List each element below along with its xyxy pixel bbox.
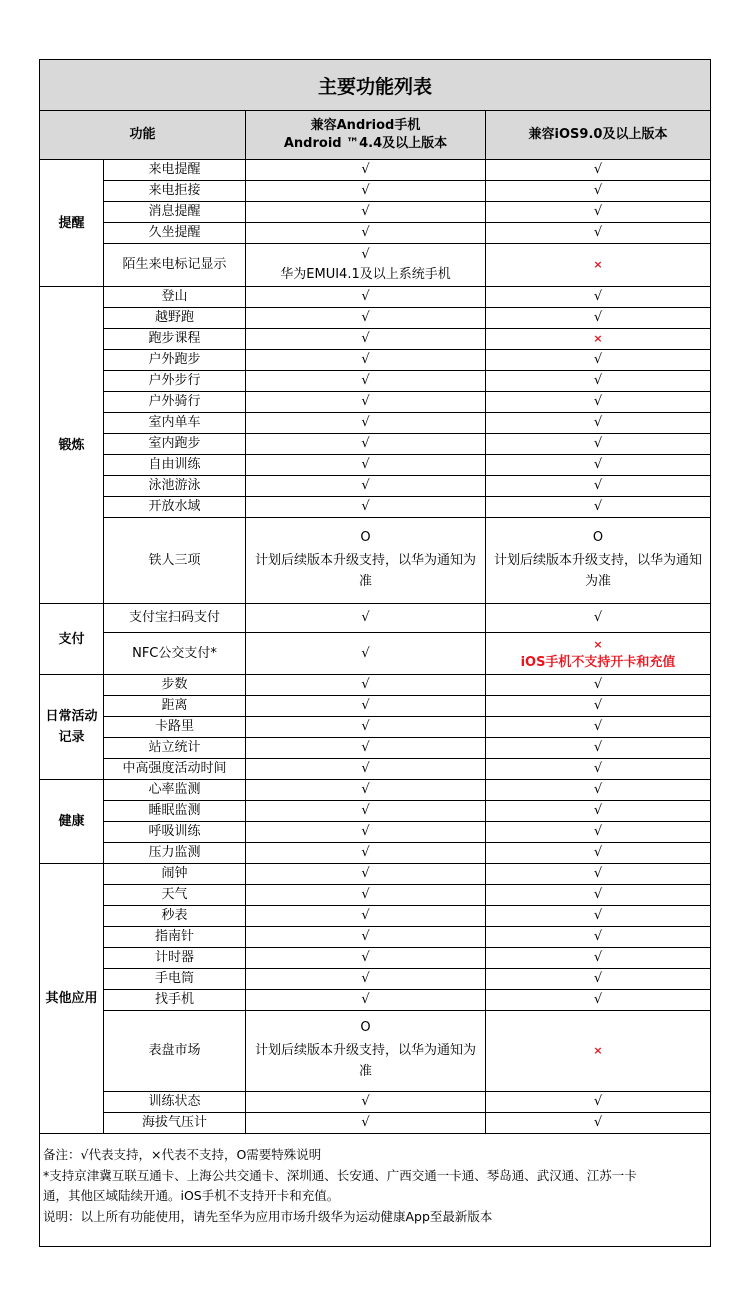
ios-support-cell — [486, 948, 710, 969]
category-cell — [40, 864, 104, 1134]
android-support-cell — [246, 371, 486, 392]
ios-support-cell — [486, 822, 710, 843]
android-support-cell — [246, 801, 486, 822]
android-support-cell — [246, 392, 486, 413]
android-support-cell — [246, 223, 486, 244]
android-support-mark: √ — [361, 162, 370, 177]
ios-support-mark: × — [593, 332, 603, 345]
feature-name: 步数 — [161, 677, 188, 692]
android-support-cell — [246, 738, 486, 759]
android-support-cell — [246, 864, 486, 885]
android-support-cell — [246, 696, 486, 717]
feature-name: 训练状态 — [148, 1094, 201, 1109]
android-support-mark: √ — [361, 394, 370, 409]
feature-name: 户外步行 — [148, 373, 201, 388]
feature-name-cell — [104, 329, 246, 350]
android-support-mark: √ — [361, 719, 370, 734]
feature-name: 压力监测 — [148, 845, 201, 860]
ios-support-cell — [486, 392, 710, 413]
ios-support-cell — [486, 864, 710, 885]
feature-name: 手电筒 — [154, 971, 194, 986]
ios-support-cell — [486, 434, 710, 455]
android-support-cell — [246, 969, 486, 990]
header-android — [246, 111, 486, 160]
ios-support-cell — [486, 1011, 710, 1092]
feature-name: 心率监测 — [148, 782, 201, 797]
android-support-cell — [246, 906, 486, 927]
android-support-cell — [246, 759, 486, 780]
android-support-cell — [246, 287, 486, 308]
feature-name-cell — [104, 633, 246, 675]
ios-support-mark: √ — [593, 908, 603, 923]
feature-name: 久坐提醒 — [148, 225, 201, 240]
header-android-line2: Android ™4.4及以上版本 — [283, 136, 448, 151]
android-support-mark: √ — [361, 761, 370, 776]
feature-name: 泳池游泳 — [148, 478, 201, 493]
feature-name-cell — [104, 455, 246, 476]
feature-name-cell — [104, 1092, 246, 1113]
ios-support-cell — [486, 223, 710, 244]
category-cell — [40, 287, 104, 604]
ios-support-mark: √ — [593, 824, 603, 839]
feature-name: 计时器 — [154, 950, 194, 965]
ios-support-mark: √ — [593, 950, 603, 965]
ios-support-cell — [486, 906, 710, 927]
android-support-note: 华为EMUI4.1及以上系统手机 — [280, 267, 451, 282]
category-label: 其他应用 — [45, 991, 98, 1006]
ios-support-cell — [486, 476, 710, 497]
category-label: 支付 — [58, 631, 85, 647]
feature-name: 睡眠监测 — [148, 803, 201, 818]
feature-name: NFC公交支付* — [132, 645, 217, 661]
feature-name: 中高强度活动时间 — [122, 761, 227, 776]
android-support-mark: √ — [361, 415, 370, 430]
android-support-cell — [246, 1092, 486, 1113]
ios-support-mark: √ — [593, 1115, 603, 1130]
ios-support-cell — [486, 885, 710, 906]
android-support-cell — [246, 990, 486, 1011]
ios-support-cell — [486, 371, 710, 392]
feature-name-cell — [104, 738, 246, 759]
ios-support-cell — [486, 738, 710, 759]
header-ios-label: 兼容iOS9.0及以上版本 — [528, 127, 668, 142]
android-support-cell — [246, 308, 486, 329]
android-support-cell — [246, 350, 486, 371]
android-support-cell — [246, 1011, 486, 1092]
ios-support-mark: √ — [593, 352, 603, 367]
android-support-mark: √ — [361, 645, 370, 661]
ios-support-mark: √ — [593, 992, 603, 1007]
feature-name-cell — [104, 287, 246, 308]
ios-support-mark: √ — [593, 289, 603, 304]
ios-support-mark: √ — [593, 204, 603, 219]
android-support-mark: √ — [361, 310, 370, 325]
android-support-cell — [246, 717, 486, 738]
ios-support-cell — [486, 759, 710, 780]
android-support-cell — [246, 633, 486, 675]
category-cell — [40, 780, 104, 864]
ios-support-cell — [486, 497, 710, 518]
ios-support-note: iOS手机不支持开卡和充值 — [520, 654, 676, 670]
feature-name-cell — [104, 801, 246, 822]
android-support-note: 计划后续版本升级支持，以华为通知为 — [254, 1043, 476, 1058]
ios-support-note-cont: 为准 — [584, 573, 611, 589]
android-support-mark: √ — [361, 373, 370, 388]
feature-name-cell — [104, 350, 246, 371]
feature-table — [39, 59, 711, 1247]
feature-name-cell — [104, 160, 246, 181]
note-legend: 备注：√代表支持，×代表不支持，O需要特殊说明 — [43, 1147, 322, 1162]
feature-name: 开放水域 — [148, 499, 201, 514]
feature-name-cell — [104, 843, 246, 864]
ios-support-mark: √ — [593, 971, 603, 986]
ios-support-mark: √ — [593, 929, 603, 944]
feature-name-cell — [104, 675, 246, 696]
feature-name-cell — [104, 990, 246, 1011]
android-support-mark: O — [360, 1020, 371, 1035]
feature-name: 闹钟 — [161, 866, 188, 881]
ios-support-mark: × — [593, 258, 603, 271]
feature-name-cell — [104, 223, 246, 244]
feature-name: 跑步课程 — [148, 331, 201, 346]
feature-name-cell — [104, 1113, 246, 1134]
android-support-mark: √ — [361, 908, 370, 923]
feature-name: 来电提醒 — [148, 162, 201, 177]
feature-name: 站立统计 — [148, 740, 201, 755]
feature-name-cell — [104, 392, 246, 413]
ios-support-cell — [486, 160, 710, 181]
ios-support-mark: √ — [593, 1094, 603, 1109]
ios-support-mark: × — [593, 637, 603, 651]
ios-support-cell — [486, 717, 710, 738]
ios-support-mark: √ — [593, 415, 603, 430]
feature-name-cell — [104, 927, 246, 948]
ios-support-cell — [486, 181, 710, 202]
ios-support-cell — [486, 927, 710, 948]
ios-support-mark: √ — [593, 457, 603, 472]
feature-name: 指南针 — [154, 929, 194, 944]
ios-support-cell — [486, 287, 710, 308]
feature-name: 找手机 — [154, 992, 194, 1007]
feature-name: 自由训练 — [148, 457, 201, 472]
feature-name: 支付宝扫码支付 — [128, 610, 220, 625]
android-support-mark: √ — [361, 803, 370, 818]
feature-name-cell — [104, 1011, 246, 1092]
android-support-mark: √ — [361, 1115, 370, 1130]
android-support-mark: √ — [361, 204, 370, 219]
android-support-cell — [246, 604, 486, 633]
ios-support-cell — [486, 1113, 710, 1134]
android-support-mark: √ — [361, 331, 370, 346]
android-support-note: 计划后续版本升级支持，以华为通知为 — [254, 552, 476, 568]
ios-support-mark: √ — [593, 719, 603, 734]
category-label-line1: 日常活动 — [45, 709, 98, 724]
ios-support-mark: √ — [593, 499, 603, 514]
category-cell — [40, 160, 104, 287]
feature-name: 陌生来电标记显示 — [122, 257, 227, 272]
feature-name-cell — [104, 885, 246, 906]
ios-support-mark: √ — [593, 887, 603, 902]
android-support-mark: √ — [361, 971, 370, 986]
android-support-mark: √ — [361, 225, 370, 240]
category-label: 锻炼 — [58, 437, 85, 453]
header-android-line1: 兼容Andriod手机 — [310, 118, 421, 133]
header-ios — [486, 111, 710, 160]
android-support-cell — [246, 843, 486, 864]
header-feature-label: 功能 — [129, 127, 156, 142]
feature-name: 户外跑步 — [148, 352, 201, 367]
feature-name: 海拔气压计 — [141, 1115, 207, 1130]
android-support-cell — [246, 202, 486, 223]
android-support-mark: √ — [361, 740, 370, 755]
android-support-mark: √ — [361, 247, 370, 262]
feature-name: 越野跑 — [154, 310, 194, 325]
ios-support-cell — [486, 696, 710, 717]
feature-name-cell — [104, 497, 246, 518]
ios-support-cell — [486, 843, 710, 864]
ios-support-mark: √ — [593, 373, 603, 388]
android-support-mark: √ — [361, 183, 370, 198]
feature-name: 秒表 — [161, 908, 188, 923]
ios-support-cell — [486, 969, 710, 990]
ios-support-mark: √ — [593, 478, 603, 493]
ios-support-mark: √ — [593, 845, 603, 860]
feature-name: 呼吸训练 — [148, 824, 201, 839]
ios-support-mark: √ — [593, 782, 603, 797]
android-support-mark: √ — [361, 610, 370, 625]
ios-support-cell — [486, 675, 710, 696]
ios-support-mark: √ — [593, 225, 603, 240]
ios-support-cell — [486, 455, 710, 476]
feature-name-cell — [104, 244, 246, 287]
android-support-cell — [246, 413, 486, 434]
feature-name: 天气 — [161, 887, 188, 902]
feature-name: 铁人三项 — [148, 552, 201, 568]
notes — [40, 1127, 710, 1246]
ios-support-cell — [486, 413, 710, 434]
ios-support-cell — [486, 308, 710, 329]
feature-name: 表盘市场 — [148, 1043, 201, 1058]
feature-name-cell — [104, 969, 246, 990]
android-support-cell — [246, 780, 486, 801]
android-support-mark: √ — [361, 457, 370, 472]
feature-name-cell — [104, 518, 246, 604]
feature-name-cell — [104, 308, 246, 329]
feature-name-cell — [104, 822, 246, 843]
android-support-mark: √ — [361, 824, 370, 839]
android-support-cell — [246, 675, 486, 696]
ios-support-mark: √ — [593, 436, 603, 451]
ios-support-mark: √ — [593, 761, 603, 776]
android-support-cell — [246, 927, 486, 948]
android-support-mark: √ — [361, 782, 370, 797]
android-support-mark: √ — [361, 887, 370, 902]
ios-support-cell — [486, 244, 710, 287]
android-support-cell — [246, 329, 486, 350]
android-support-cell — [246, 1113, 486, 1134]
note-nfc-cards-cont: 通，其他区域陆续开通。iOS手机不支持开卡和充值。 — [43, 1188, 340, 1203]
ios-support-cell — [486, 604, 710, 633]
feature-name-cell — [104, 604, 246, 633]
category-label-line2: 记录 — [58, 730, 85, 745]
category-label: 健康 — [58, 814, 85, 829]
ios-support-cell — [486, 350, 710, 371]
ios-support-cell — [486, 633, 710, 675]
ios-support-mark: √ — [593, 803, 603, 818]
feature-name-cell — [104, 864, 246, 885]
android-support-mark: √ — [361, 499, 370, 514]
android-support-mark: √ — [361, 1094, 370, 1109]
ios-support-mark: √ — [593, 866, 603, 881]
android-support-mark: √ — [361, 929, 370, 944]
android-support-cell — [246, 518, 486, 604]
feature-name: 消息提醒 — [148, 204, 201, 219]
android-support-cell — [246, 181, 486, 202]
android-support-mark: O — [360, 529, 371, 545]
table-title: 主要功能列表 — [40, 60, 710, 111]
ios-support-mark: √ — [593, 310, 603, 325]
feature-name-cell — [104, 434, 246, 455]
note-usage: 说明：以上所有功能使用，请先至华为应用市场升级华为运动健康App至最新版本 — [43, 1208, 493, 1224]
feature-name-cell — [104, 202, 246, 223]
feature-name: 距离 — [161, 698, 188, 713]
ios-support-mark: √ — [593, 698, 603, 713]
feature-name-cell — [104, 717, 246, 738]
android-support-mark: √ — [361, 677, 370, 692]
category-cell — [40, 675, 104, 780]
ios-support-mark: √ — [593, 394, 603, 409]
feature-name-cell — [104, 906, 246, 927]
android-support-cell — [246, 885, 486, 906]
feature-name-cell — [104, 780, 246, 801]
feature-name-cell — [104, 371, 246, 392]
category-label: 提醒 — [58, 215, 85, 231]
android-support-cell — [246, 822, 486, 843]
ios-support-cell — [486, 329, 710, 350]
android-support-mark: √ — [361, 992, 370, 1007]
ios-support-note: 计划后续版本升级支持，以华为通知 — [493, 552, 702, 568]
ios-support-mark: × — [593, 1044, 603, 1057]
android-support-cell — [246, 948, 486, 969]
ios-support-mark: √ — [593, 610, 603, 625]
feature-name-cell — [104, 413, 246, 434]
feature-name: 卡路里 — [154, 719, 194, 734]
ios-support-mark: O — [592, 529, 604, 545]
android-support-cell — [246, 497, 486, 518]
feature-name: 登山 — [161, 289, 188, 304]
ios-support-cell — [486, 202, 710, 223]
android-support-mark: √ — [361, 436, 370, 451]
feature-name: 室内单车 — [148, 415, 201, 430]
android-support-mark: √ — [361, 478, 370, 493]
android-support-mark: √ — [361, 289, 370, 304]
android-support-mark: √ — [361, 845, 370, 860]
android-support-note-cont: 准 — [358, 1064, 372, 1079]
android-support-cell — [246, 160, 486, 181]
note-nfc-cards: *支持京津冀互联互通卡、上海公共交通卡、深圳通、长安通、广西交通一卡通、琴岛通、武汉通、江苏一卡 — [43, 1167, 637, 1183]
ios-support-mark: √ — [593, 740, 603, 755]
feature-name-cell — [104, 948, 246, 969]
ios-support-cell — [486, 1092, 710, 1113]
android-support-note-cont: 准 — [358, 573, 372, 589]
android-support-cell — [246, 434, 486, 455]
category-cell — [40, 604, 104, 675]
feature-name: 户外骑行 — [148, 394, 201, 409]
android-support-mark: √ — [361, 698, 370, 713]
android-support-cell — [246, 476, 486, 497]
feature-name-cell — [104, 181, 246, 202]
ios-support-cell — [486, 780, 710, 801]
ios-support-cell — [486, 990, 710, 1011]
header-feature — [40, 111, 246, 160]
feature-name: 室内跑步 — [148, 436, 201, 451]
feature-name-cell — [104, 759, 246, 780]
android-support-mark: √ — [361, 352, 370, 367]
ios-support-mark: √ — [593, 162, 603, 177]
android-support-mark: √ — [361, 866, 370, 881]
feature-name: 来电拒接 — [148, 183, 201, 198]
feature-name-cell — [104, 696, 246, 717]
ios-support-cell — [486, 518, 710, 604]
android-support-cell — [246, 244, 486, 287]
feature-name-cell — [104, 476, 246, 497]
android-support-cell — [246, 455, 486, 476]
ios-support-cell — [486, 801, 710, 822]
ios-support-mark: √ — [593, 183, 603, 198]
ios-support-mark: √ — [593, 677, 603, 692]
android-support-mark: √ — [361, 950, 370, 965]
